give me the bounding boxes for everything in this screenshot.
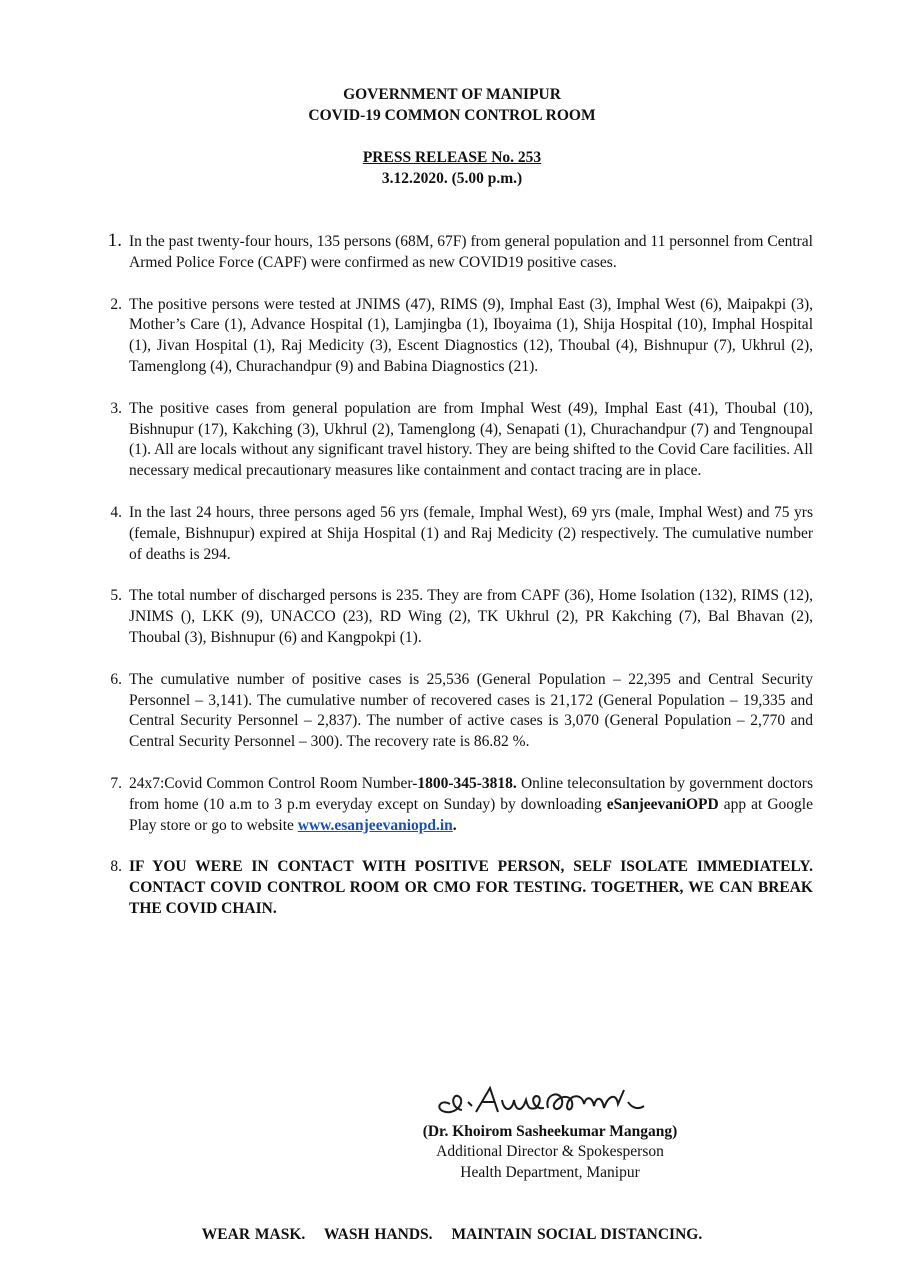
list-item	[100, 503, 813, 565]
list-item	[100, 670, 813, 753]
press-release-heading	[0, 147, 904, 189]
item-number: 6.	[110, 670, 122, 688]
press-release-items	[100, 232, 813, 941]
list-item	[100, 857, 813, 919]
list-item	[100, 295, 813, 378]
item-text-part: 24x7:Covid Common Control Room Number-	[129, 774, 418, 792]
app-name: eSanjeevaniOPD	[606, 795, 719, 813]
item-text: The total number of discharged persons is 235. They are from CAPF (36), Home Isolation (132), RIMS (12), JNIMS (), LKK (9), UNACCO (23), RD Wing (2), TK Ukhrul (2), PR Kakching (7), Bal Bhavan (2), Thoubal (3), Bishnupur (6) and Kangpokpi (1).	[129, 587, 813, 646]
footer-advisory	[0, 1226, 904, 1244]
footer-distancing: MAINTAIN SOCIAL DISTANCING.	[451, 1226, 703, 1243]
list-item	[100, 232, 813, 274]
item-text: The cumulative number of positive cases is 25,536 (General Population – 22,395 and Central Security Personnel – 3,141). The cumulative number of recovered cases is 21,172 (General Population – 19,335 and Central Security Personnel – 2,837). The number of active cases is 3,070 (General Population – 2,770 and Central Security Personnel – 300). The recovery rate is 86.82 %.	[129, 670, 813, 751]
signer-name: (Dr. Khoirom Sasheekumar Mangang)	[422, 1123, 678, 1140]
government-title: GOVERNMENT OF MANIPUR	[343, 86, 561, 103]
handwritten-signature	[432, 1082, 652, 1122]
press-release-datetime: 3.12.2020. (5.00 p.m.)	[381, 170, 523, 187]
website-link[interactable]: www.esanjeevaniopd.in	[297, 816, 453, 834]
signer-title: Additional Director & Spokesperson	[436, 1143, 664, 1160]
item-number: 8.	[110, 858, 122, 876]
document-header	[0, 84, 904, 126]
item-number: 4.	[110, 503, 122, 521]
contact-advisory-text: IF YOU WERE IN CONTACT WITH POSITIVE PERSON, SELF ISOLATE IMMEDIATELY. CONTACT COVID CONTROL ROOM OR CMO FOR TESTING. TOGETHER, WE CAN BREAK THE COVID CHAIN.	[129, 858, 813, 917]
item-text: In the last 24 hours, three persons aged 56 yrs (female, Imphal West), 69 yrs (male, Imphal West) and 75 yrs (female, Bishnupur) expired at Shija Hospital (1) and Raj Medicity (2) respectively. The cumulative number of deaths is 294.	[129, 503, 813, 563]
footer-mask: WEAR MASK.	[201, 1226, 306, 1243]
item-text-part: app at Google Play store or go to website	[129, 795, 813, 834]
item-text: The positive cases from general population are from Imphal West (49), Imphal East (41), Thoubal (10), Bishnupur (17), Kakching (3), Ukhrul (2), Tamenglong (4), Senapati (1), Churachandpur (7) and Tengnoupal (1). All are locals without any significant travel history. They are being shifted to the Covid Care facilities. All necessary medical precautionary measures like containment and contact tracing are in place.	[129, 399, 813, 480]
item-text: In the past twenty-four hours, 135 persons (68M, 67F) from general population and 11 personnel from Central Armed Police Force (CAPF) were confirmed as new COVID19 positive cases.	[129, 233, 813, 271]
list-item	[100, 586, 813, 648]
helpline-number: 1800-345-3818.	[417, 774, 517, 792]
footer-hands: WASH HANDS.	[323, 1226, 433, 1243]
item-text-end: .	[452, 816, 457, 834]
signer-department: Health Department, Manipur	[460, 1164, 640, 1181]
item-number: 1.	[107, 230, 122, 251]
item-number: 2.	[110, 295, 122, 313]
control-room-title: COVID-19 COMMON CONTROL ROOM	[308, 107, 596, 124]
item-text: The positive persons were tested at JNIMS (47), RIMS (9), Imphal East (3), Imphal West (6), Maipakpi (3), Mother’s Care (1), Advance Hospital (1), Lamjingba (1), Iboyaima (1), Shija Hospital (10), Imphal Hospital (1), Jivan Hospital (1), Raj Medicity (3), Escent Diagnostics (12), Thoubal (4), Bishnupur (7), Ukhrul (2), Tamenglong (4), Churachandpur (9) and Babina Diagnostics (21).	[129, 295, 813, 375]
press-release-title: PRESS RELEASE No. 253	[362, 149, 542, 166]
item-number: 3.	[110, 399, 122, 417]
list-item	[100, 399, 813, 482]
item-number: 7.	[110, 774, 122, 792]
item-number: 5.	[110, 587, 122, 605]
list-item	[100, 774, 813, 836]
item-text-part: Online teleconsultation by government doctors from home (10 a.m to 3 p.m everyday except on Sunday) by downloading	[129, 774, 813, 813]
